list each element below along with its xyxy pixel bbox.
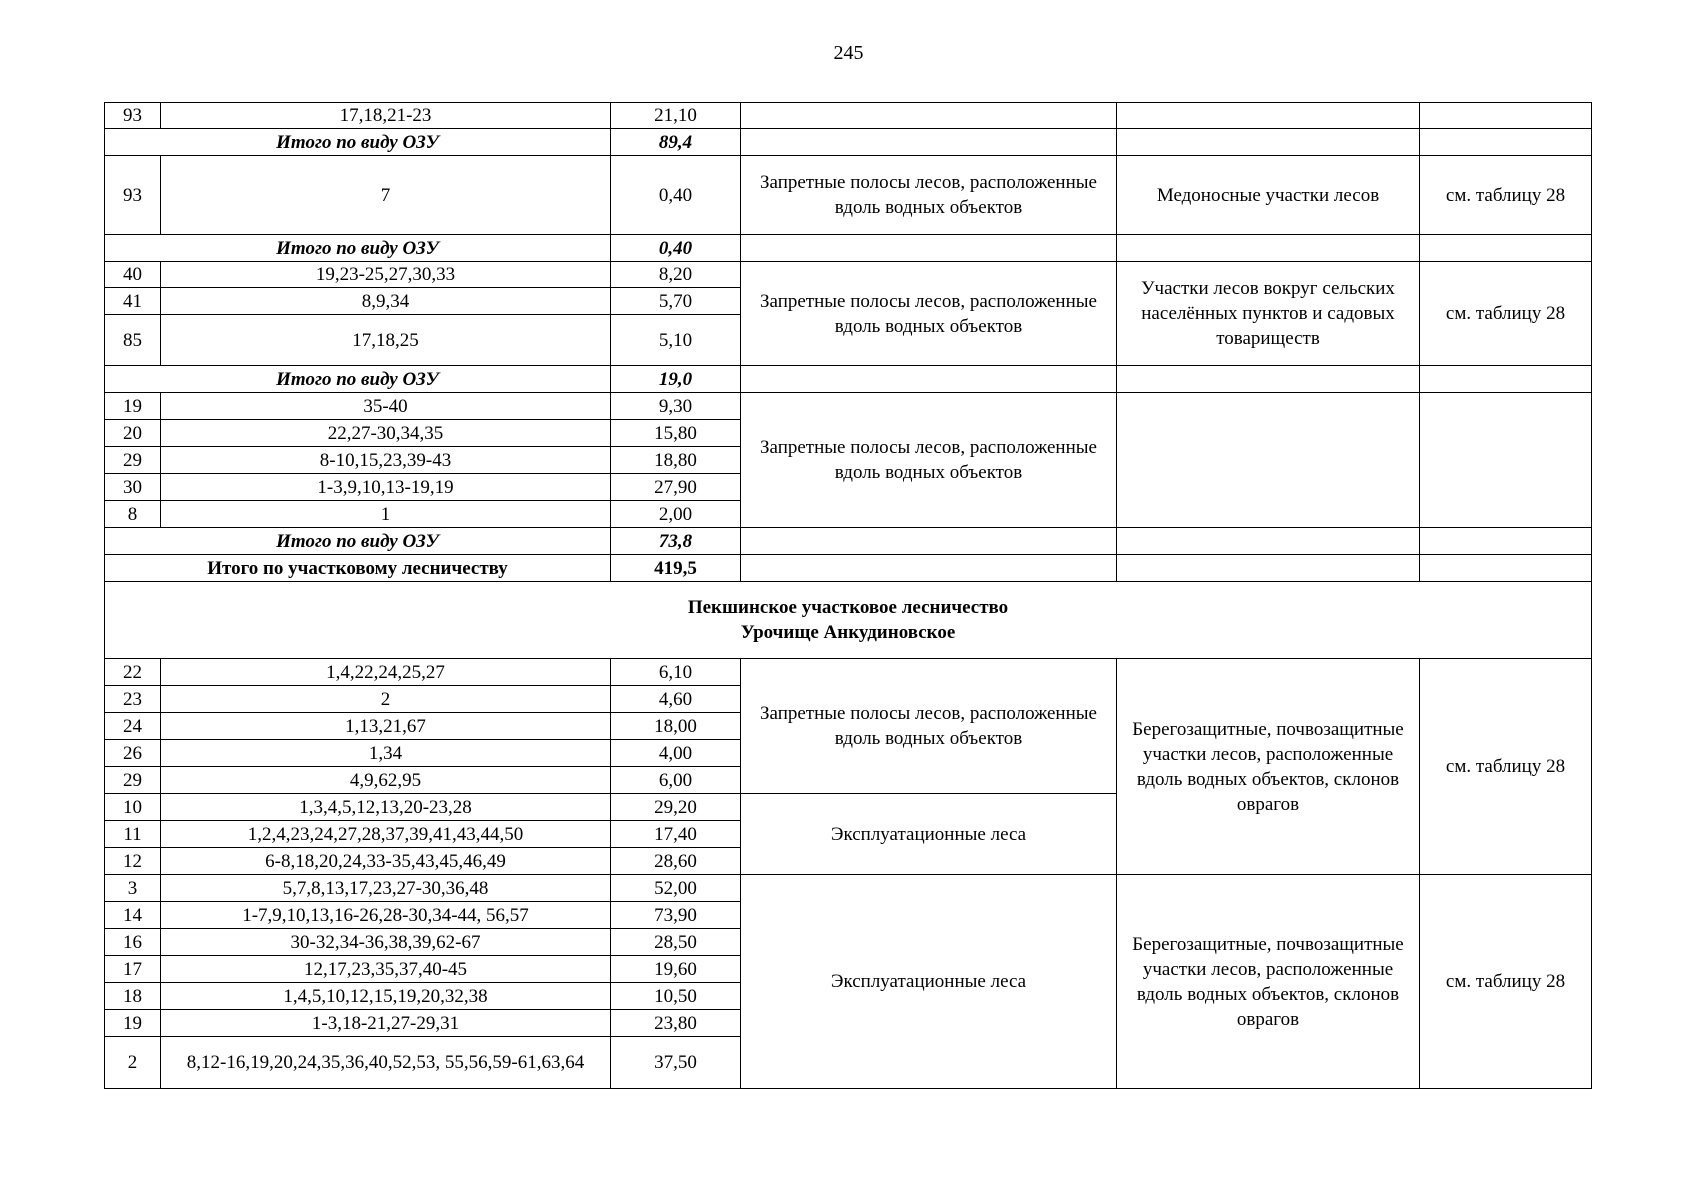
reference-cell: см. таблицу 28 — [1420, 262, 1592, 366]
area-cell: 4,60 — [611, 686, 741, 713]
area-cell: 15,80 — [611, 420, 741, 447]
area-cell: 5,10 — [611, 315, 741, 366]
empty-cell — [1117, 555, 1420, 582]
quarter-cell: 11 — [105, 821, 161, 848]
empty-cell — [1420, 555, 1592, 582]
page-number: 245 — [833, 42, 864, 64]
reference-cell: см. таблицу 28 — [1420, 659, 1592, 875]
area-cell: 5,70 — [611, 288, 741, 315]
area-cell: 6,10 — [611, 659, 741, 686]
area-cell: 8,20 — [611, 262, 741, 288]
forest-plots-table — [104, 102, 1592, 1089]
compartments-cell: 8,9,34 — [161, 288, 611, 315]
table-row — [105, 875, 1592, 902]
reference-cell: см. таблицу 28 — [1420, 156, 1592, 235]
empty-cell — [1420, 393, 1592, 528]
empty-cell — [741, 528, 1117, 555]
table-row — [105, 103, 1592, 129]
quarter-cell: 10 — [105, 794, 161, 821]
area-cell: 29,20 — [611, 794, 741, 821]
subtotal-row — [105, 528, 1592, 555]
protective-category-cell: Берегозащитные, почвозащитные участки лесов, расположенные вдоль водных объектов, склонов оврагов — [1117, 659, 1420, 875]
table-row — [105, 262, 1592, 288]
reference-cell: см. таблицу 28 — [1420, 875, 1592, 1089]
area-cell: 2,00 — [611, 501, 741, 528]
area-cell: 27,90 — [611, 474, 741, 501]
empty-cell — [741, 555, 1117, 582]
district-total-value: 419,5 — [611, 555, 741, 582]
section-subtitle: Урочище Анкудиновское — [740, 622, 956, 643]
compartments-cell: 4,9,62,95 — [161, 767, 611, 794]
protective-category-cell: Берегозащитные, почвозащитные участки лесов, расположенные вдоль водных объектов, склонов оврагов — [1117, 875, 1420, 1089]
empty-cell — [1117, 528, 1420, 555]
area-cell: 10,50 — [611, 983, 741, 1010]
subtotal-row — [105, 235, 1592, 262]
compartments-cell: 1-3,18-21,27-29,31 — [161, 1010, 611, 1037]
quarter-cell: 85 — [105, 315, 161, 366]
quarter-cell: 2 — [105, 1037, 161, 1089]
compartments-cell: 19,23-25,27,30,33 — [161, 262, 611, 288]
district-total-label: Итого по участковому лесничеству — [105, 555, 611, 582]
empty-cell — [1420, 103, 1592, 129]
subtotal-label: Итого по виду ОЗУ — [105, 235, 611, 262]
empty-cell — [1420, 235, 1592, 262]
compartments-cell: 1,13,21,67 — [161, 713, 611, 740]
quarter-cell: 29 — [105, 447, 161, 474]
quarter-cell: 41 — [105, 288, 161, 315]
quarter-cell: 22 — [105, 659, 161, 686]
compartments-cell: 1,3,4,5,12,13,20-23,28 — [161, 794, 611, 821]
quarter-cell: 30 — [105, 474, 161, 501]
compartments-cell: 8,12-16,19,20,24,35,36,40,52,53, 55,56,59-61,63,64 — [161, 1037, 611, 1089]
table-row — [105, 156, 1592, 235]
subtotal-label: Итого по виду ОЗУ — [105, 129, 611, 156]
quarter-cell: 40 — [105, 262, 161, 288]
subtotal-value: 19,0 — [611, 366, 741, 393]
compartments-cell: 17,18,21-23 — [161, 103, 611, 129]
compartments-cell: 5,7,8,13,17,23,27-30,36,48 — [161, 875, 611, 902]
empty-cell — [1117, 366, 1420, 393]
area-cell: 28,60 — [611, 848, 741, 875]
subtotal-value: 0,40 — [611, 235, 741, 262]
subtotal-value: 73,8 — [611, 528, 741, 555]
table-row — [105, 659, 1592, 686]
area-cell: 9,30 — [611, 393, 741, 420]
category-cell: Эксплуатационные леса — [741, 875, 1117, 1089]
empty-cell — [1117, 129, 1420, 156]
quarter-cell: 18 — [105, 983, 161, 1010]
area-cell: 73,90 — [611, 902, 741, 929]
area-cell: 18,00 — [611, 713, 741, 740]
quarter-cell: 16 — [105, 929, 161, 956]
compartments-cell: 1,4,5,10,12,15,19,20,32,38 — [161, 983, 611, 1010]
compartments-cell: 1-7,9,10,13,16-26,28-30,34-44, 56,57 — [161, 902, 611, 929]
category-cell: Запретные полосы лесов, расположенные вдоль водных объектов — [741, 659, 1117, 794]
compartments-cell: 2 — [161, 686, 611, 713]
category-cell: Запретные полосы лесов, расположенные вдоль водных объектов — [741, 156, 1117, 235]
category-cell: Запретные полосы лесов, расположенные вдоль водных объектов — [741, 393, 1117, 528]
area-cell: 4,00 — [611, 740, 741, 767]
empty-cell — [1420, 129, 1592, 156]
quarter-cell: 26 — [105, 740, 161, 767]
compartments-cell: 12,17,23,35,37,40-45 — [161, 956, 611, 983]
empty-cell — [741, 235, 1117, 262]
quarter-cell: 19 — [105, 1010, 161, 1037]
compartments-cell: 1,4,22,24,25,27 — [161, 659, 611, 686]
empty-cell — [1117, 393, 1420, 528]
subtotal-label: Итого по виду ОЗУ — [105, 528, 611, 555]
quarter-cell: 29 — [105, 767, 161, 794]
quarter-cell: 8 — [105, 501, 161, 528]
table-row — [105, 393, 1592, 420]
compartments-cell: 1-3,9,10,13-19,19 — [161, 474, 611, 501]
area-cell: 28,50 — [611, 929, 741, 956]
empty-cell — [1117, 103, 1420, 129]
quarter-cell: 3 — [105, 875, 161, 902]
quarter-cell: 17 — [105, 956, 161, 983]
subtotal-value: 89,4 — [611, 129, 741, 156]
subtotal-row — [105, 366, 1592, 393]
section-header-row — [105, 582, 1592, 659]
quarter-cell: 93 — [105, 103, 161, 129]
area-cell: 19,60 — [611, 956, 741, 983]
quarter-cell: 23 — [105, 686, 161, 713]
quarter-cell: 20 — [105, 420, 161, 447]
district-total-row — [105, 555, 1592, 582]
category-cell: Запретные полосы лесов, расположенные вдоль водных объектов — [741, 262, 1117, 366]
compartments-cell: 8-10,15,23,39-43 — [161, 447, 611, 474]
area-cell: 37,50 — [611, 1037, 741, 1089]
area-cell: 17,40 — [611, 821, 741, 848]
empty-cell — [1420, 528, 1592, 555]
quarter-cell: 14 — [105, 902, 161, 929]
area-cell: 23,80 — [611, 1010, 741, 1037]
protective-category-cell: Медоносные участки лесов — [1117, 156, 1420, 235]
area-cell: 18,80 — [611, 447, 741, 474]
quarter-cell: 24 — [105, 713, 161, 740]
subtotal-label: Итого по виду ОЗУ — [105, 366, 611, 393]
section-header — [105, 582, 1592, 659]
compartments-cell: 1 — [161, 501, 611, 528]
compartments-cell: 1,2,4,23,24,27,28,37,39,41,43,44,50 — [161, 821, 611, 848]
area-cell: 21,10 — [611, 103, 741, 129]
empty-cell — [1420, 366, 1592, 393]
compartments-cell: 7 — [161, 156, 611, 235]
compartments-cell: 17,18,25 — [161, 315, 611, 366]
empty-cell — [1117, 235, 1420, 262]
compartments-cell: 30-32,34-36,38,39,62-67 — [161, 929, 611, 956]
area-cell: 52,00 — [611, 875, 741, 902]
subtotal-row — [105, 129, 1592, 156]
quarter-cell: 19 — [105, 393, 161, 420]
quarter-cell: 93 — [105, 156, 161, 235]
section-title: Пекшинское участковое лесничество — [687, 597, 1009, 618]
compartments-cell: 35-40 — [161, 393, 611, 420]
compartments-cell: 6-8,18,20,24,33-35,43,45,46,49 — [161, 848, 611, 875]
compartments-cell: 1,34 — [161, 740, 611, 767]
empty-cell — [741, 129, 1117, 156]
empty-cell — [741, 103, 1117, 129]
protective-category-cell: Участки лесов вокруг сельских населённых пунктов и садовых товариществ — [1117, 262, 1420, 366]
quarter-cell: 12 — [105, 848, 161, 875]
category-cell: Эксплуатационные леса — [741, 794, 1117, 875]
empty-cell — [741, 366, 1117, 393]
compartments-cell: 22,27-30,34,35 — [161, 420, 611, 447]
area-cell: 0,40 — [611, 156, 741, 235]
area-cell: 6,00 — [611, 767, 741, 794]
